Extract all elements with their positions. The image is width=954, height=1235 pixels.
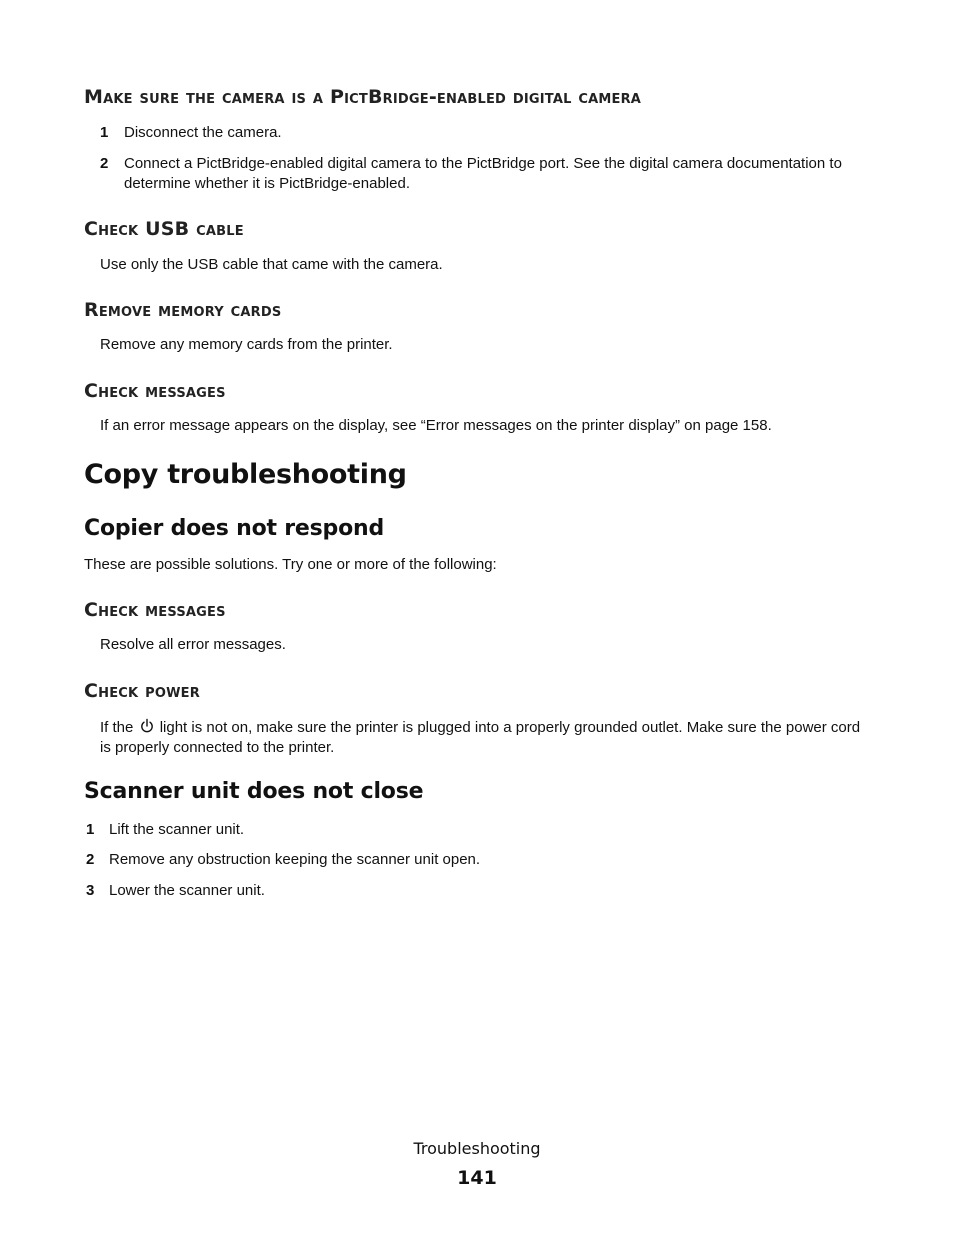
power-text-before: If the	[100, 719, 134, 736]
power-icon	[140, 718, 154, 734]
step-number: 2	[100, 155, 109, 172]
heading-scanner-not-close: Scanner unit does not close	[84, 779, 424, 804]
copier-intro: These are possible solutions. Try one or more of the following:	[84, 556, 497, 573]
check-power-text	[100, 718, 870, 758]
list-item	[100, 154, 880, 194]
heading-check-messages: Check messages	[84, 380, 226, 402]
footer-page-number: 141	[457, 1167, 497, 1189]
step-number: 2	[86, 851, 95, 868]
power-text-after: light is not on, make sure the printer is plugged into a properly grounded outlet. Make sure the power cord is properly connected to the printer.	[100, 719, 861, 756]
list-item	[86, 850, 866, 870]
step-text: Connect a PictBridge-enabled digital camera to the PictBridge port. See the digital camera documentation to determine whether it is PictBridge-enabled.	[124, 155, 842, 192]
list-item	[100, 123, 880, 143]
step-text: Disconnect the camera.	[124, 124, 282, 141]
page-title-copy-troubleshooting: Copy troubleshooting	[84, 459, 407, 490]
check-messages-text: Resolve all error messages.	[100, 636, 286, 653]
heading-remove-memory: Remove memory cards	[84, 299, 282, 321]
messages-text: If an error message appears on the display, see “Error messages on the printer display” on page 158.	[100, 417, 772, 434]
footer-section-label: Troubleshooting	[413, 1139, 541, 1158]
step-number: 1	[100, 124, 109, 141]
step-number: 1	[86, 821, 95, 838]
heading-copier-not-respond: Copier does not respond	[84, 516, 385, 541]
heading-check-power: Check power	[84, 680, 200, 702]
heading-pictbridge: Make sure the camera is a PictBridge-enabled digital camera	[84, 86, 642, 108]
step-text: Lower the scanner unit.	[109, 882, 265, 899]
usb-text: Use only the USB cable that came with the camera.	[100, 256, 443, 273]
heading-check-usb: Check USB cable	[84, 218, 244, 240]
step-number: 3	[86, 882, 95, 899]
step-text: Lift the scanner unit.	[109, 821, 245, 838]
list-item	[86, 820, 866, 840]
list-item	[86, 881, 866, 901]
step-text: Remove any obstruction keeping the scanner unit open.	[109, 851, 481, 868]
memory-text: Remove any memory cards from the printer.	[100, 336, 393, 353]
heading-check-messages-2: Check messages	[84, 599, 226, 621]
